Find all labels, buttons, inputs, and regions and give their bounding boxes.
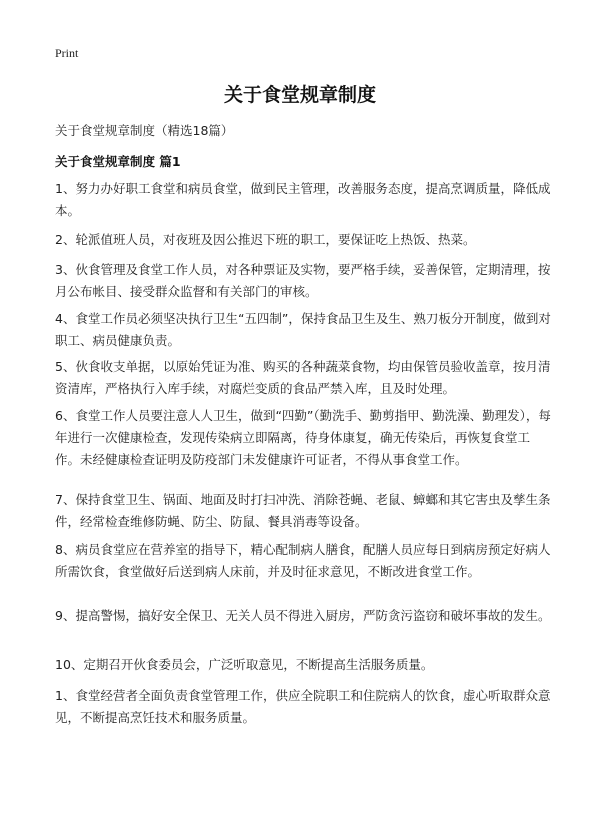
paragraph-2: 2、轮派值班人员，对夜班及因公推迟下班的职工，要保证吃上热饭、热菜。 bbox=[55, 232, 476, 247]
paragraph-11: 1、食堂经营者全面负责食堂管理工作，供应全院职工和住院病人的饮食，虚心听取群众意见，不断提高烹饪技术和服务质量。 bbox=[55, 688, 551, 725]
document-title: 关于食堂规章制度 bbox=[223, 84, 376, 106]
paragraph-6: 6、食堂工作人员要注意人人卫生，做到“四勤”（勤洗手、勤剪指甲、勤洗澡、勤理发），每年进行一次健康检查，发现传染病立即隔离，待身体康复，确无传染后，再恢复食堂工作。未经健康检查证明及防疫部门未发健康许可证者，不得从事食堂工作。 bbox=[55, 408, 551, 467]
paragraph-5: 5、伙食收支单据，以原始凭证为准、购买的各种蔬菜食物，均由保管员验收盖章，按月清资清库，严格执行入库手续，对腐烂变质的食品严禁入库，且及时处理。 bbox=[55, 359, 551, 396]
paragraph-9: 9、提高警惕，搞好安全保卫、无关人员不得进入厨房，严防贪污盗窃和破坏事故的发生。 bbox=[55, 608, 551, 623]
print-label: Print bbox=[55, 46, 79, 60]
paragraph-10: 10、定期召开伙食委员会，广泛听取意见，不断提高生活服务质量。 bbox=[55, 657, 434, 672]
paragraph-8: 8、病员食堂应在营养室的指导下，精心配制病人膳食，配膳人员应每日到病房预定好病人所需饮食，食堂做好后送到病人床前，并及时征求意见，不断改进食堂工作。 bbox=[55, 542, 551, 579]
section-heading: 关于食堂规章制度 篇1 bbox=[55, 154, 181, 169]
paragraph-1: 1、努力办好职工食堂和病员食堂，做到民主管理，改善服务态度，提高烹调质量，降低成本。 bbox=[55, 181, 551, 218]
paragraph-7: 7、保持食堂卫生、锅面、地面及时打扫冲洗、消除苍蝇、老鼠、蟑螂和其它害虫及孳生条件，经常检查维修防蝇、防尘、防鼠、餐具消毒等设备。 bbox=[55, 492, 551, 529]
paragraph-4: 4、食堂工作员必须坚决执行卫生“五四制”，保持食品卫生及生、熟刀板分开制度，做到对职工、病员健康负责。 bbox=[55, 311, 551, 348]
paragraph-3: 3、伙食管理及食堂工作人员，对各种票证及实物，要严格手续，妥善保管，定期清理，按月公布帐目、接受群众监督和有关部门的审核。 bbox=[55, 262, 551, 299]
document-subtitle: 关于食堂规章制度（精选18篇） bbox=[55, 123, 234, 138]
